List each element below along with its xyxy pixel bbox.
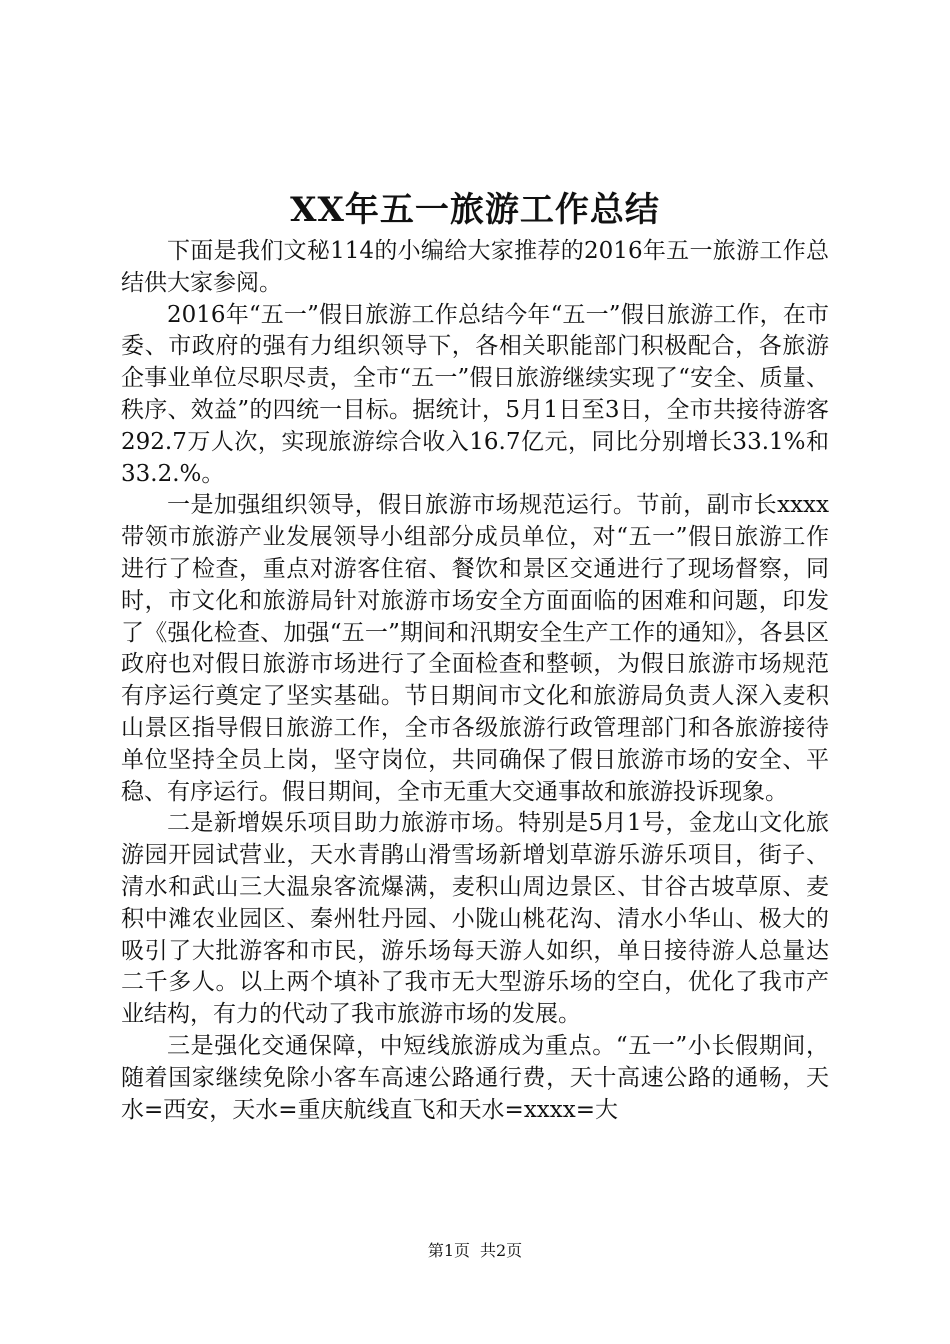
paragraph-summary: 2016年“五一”假日旅游工作总结今年“五一”假日旅游工作，在市委、市政府的强有力组织领导下，各相关职能部门积极配合，各旅游企事业单位尽职尽责，全市“五一”假日旅游继续实现了“安全、质量、秩序、效益”的四统一目标。据统计，5月1日至3日，全市共接待游客292.7万人次，实现旅游综合收入16.7亿元，同比分别增长33.1%和33.2.%。 [121,301,829,487]
page-number-current: 第1页 [427,1241,470,1260]
page-footer [0,1240,950,1262]
document-body [121,236,829,1126]
page-number-total: 共2页 [480,1241,523,1260]
paragraph-point-three: 三是强化交通保障，中短线旅游成为重点。“五一”小长假期间，随着国家继续免除小客车高速公路通行费，天十高速公路的通畅，天水=西安，天水=重庆航线直飞和天水=xxxx=大 [121,1032,829,1123]
paragraph-point-two: 二是新增娱乐项目助力旅游市场。特别是5月1号，金龙山文化旅游园开园试营业，天水青鹃山滑雪场新增划草游乐游乐项目，街子、清水和武山三大温泉客流爆满，麦积山周边景区、甘谷古坡草原、麦积中滩农业园区、秦州牡丹园、小陇山桃花沟、清水小华山、极大的吸引了大批游客和市民，游乐场每天游人如织，单日接待游人总量达二千多人。以上两个填补了我市无大型游乐场的空白，优化了我市产业结构，有力的代动了我市旅游市场的发展。 [121,810,829,1028]
paragraph-intro: 下面是我们文秘114的小编给大家推荐的2016年五一旅游工作总结供大家参阅。 [121,238,829,296]
paragraph-point-one: 一是加强组织领导，假日旅游市场规范运行。节前，副市长xxxx带领市旅游产业发展领导小组部分成员单位，对“五一”假日旅游工作进行了检查，重点对游客住宿、餐饮和景区交通进行了现场督察，同时，市文化和旅游局针对旅游市场安全方面面临的困难和问题，印发了《强化检查、加强“五一”期间和汛期安全生产工作的通知》，各县区政府也对假日旅游市场进行了全面检查和整顿，为假日旅游市场规范有序运行奠定了坚实基础。节日期间市文化和旅游局负责人深入麦积山景区指导假日旅游工作，全市各级旅游行政管理部门和各旅游接待单位坚持全员上岗，坚守岗位，共同确保了假日旅游市场的安全、平稳、有序运行。假日期间，全市无重大交通事故和旅游投诉现象。 [121,492,829,805]
document-title: XX年五一旅游工作总结 [290,190,660,230]
